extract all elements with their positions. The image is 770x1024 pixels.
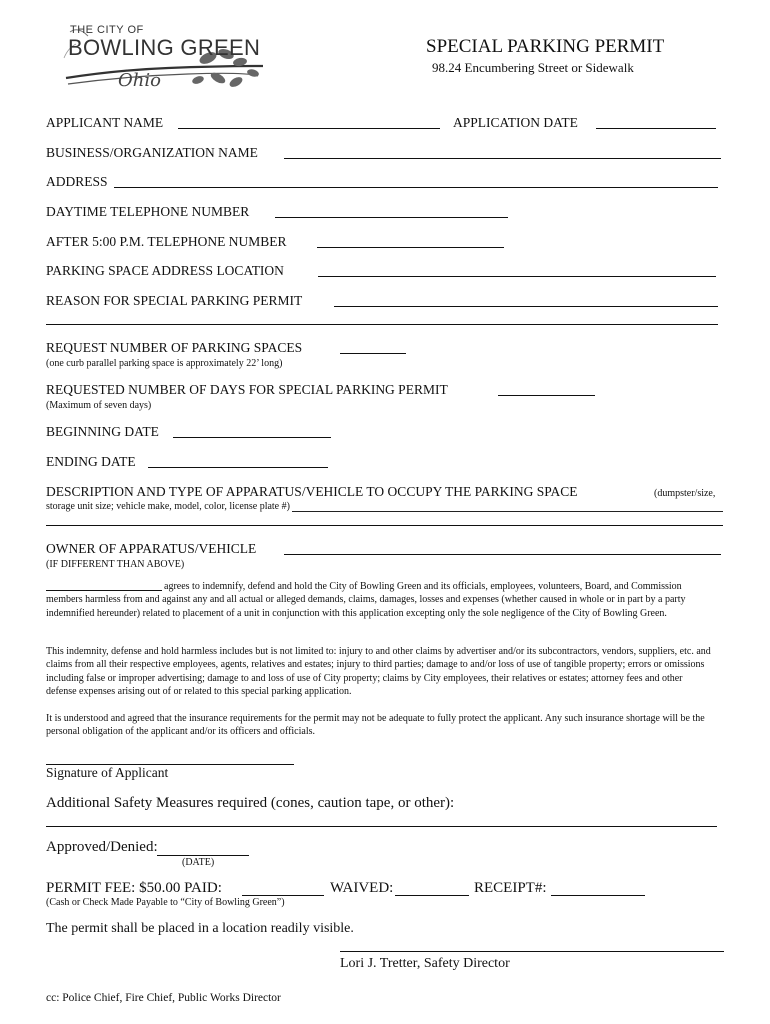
business-name-label: BUSINESS/ORGANIZATION NAME xyxy=(46,145,258,160)
after-phone-label: AFTER 5:00 P.M. TELEPHONE NUMBER xyxy=(46,234,287,249)
daytime-phone-field[interactable] xyxy=(275,217,508,218)
owner-field[interactable] xyxy=(284,554,721,555)
num-days-field[interactable] xyxy=(498,395,595,396)
description-note: storage unit size; vehicle make, model, color, license plate #) xyxy=(46,501,290,512)
beginning-date-label: BEGINNING DATE xyxy=(46,424,159,439)
receipt-field[interactable] xyxy=(551,895,645,896)
num-days-label: REQUESTED NUMBER OF DAYS FOR SPECIAL PARKING PERMIT xyxy=(46,382,448,397)
num-spaces-label: REQUEST NUMBER OF PARKING SPACES xyxy=(46,340,303,355)
after-phone-field[interactable] xyxy=(317,247,504,248)
application-date-label: APPLICATION DATE xyxy=(453,115,578,130)
ending-date-label: ENDING DATE xyxy=(46,454,136,469)
indemnity-scope-paragraph: This indemnity, defense and hold harmless includes but is not limited to: injury to and other claims by advertiser and/or its subcontractors, vendors, suppliers, etc. and claims from all their respective employees, agents, relatives and estates; injury to third parties; damage to and/or loss of use of tangible property; errors or omissions including false or improper advertising; damage to and loss of use of City property; claims by City employees, their relatives or estates; attorney fees and other defense expenses arising out of or related to this special parking application. xyxy=(46,646,711,698)
signature-label: Signature of Applicant xyxy=(46,765,169,780)
num-days-note: (Maximum of seven days) xyxy=(46,400,152,411)
owner-label: OWNER OF APPARATUS/VEHICLE xyxy=(46,541,257,556)
applicant-name-field[interactable] xyxy=(178,128,440,129)
permit-fee-label: PERMIT FEE: $50.00 PAID: xyxy=(46,880,222,896)
reason-field-continued[interactable] xyxy=(46,324,718,325)
parking-location-label: PARKING SPACE ADDRESS LOCATION xyxy=(46,263,284,278)
receipt-label: RECEIPT#: xyxy=(474,880,547,896)
safety-measures-label: Additional Safety Measures required (cones, caution tape, or other): xyxy=(46,795,455,811)
page-title: SPECIAL PARKING PERMIT xyxy=(426,36,665,57)
daytime-phone-label: DAYTIME TELEPHONE NUMBER xyxy=(46,204,250,219)
beginning-date-field[interactable] xyxy=(173,437,331,438)
owner-note: (IF DIFFERENT THAN ABOVE) xyxy=(46,559,185,570)
description-field[interactable] xyxy=(292,511,723,512)
num-spaces-field[interactable] xyxy=(340,353,406,354)
approved-denied-label: Approved/Denied: xyxy=(46,839,158,855)
description-small-note: (dumpster/size, xyxy=(654,488,716,499)
address-label: ADDRESS xyxy=(46,174,108,189)
description-label: DESCRIPTION AND TYPE OF APPARATUS/VEHICLE TO OCCUPY THE PARKING SPACE xyxy=(46,484,578,499)
num-spaces-note: (one curb parallel parking space is approximately 22’ long) xyxy=(46,358,283,369)
applicant-name-label: APPLICANT NAME xyxy=(46,115,164,130)
insurance-paragraph: It is understood and agreed that the insurance requirements for the permit may not be adequate to fully protect the applicant. Any such insurance shortage will be the personal obligation of the applicant and/or its officers and officials. xyxy=(46,713,705,738)
date-note: (DATE) xyxy=(182,857,215,868)
safety-measures-field[interactable] xyxy=(46,826,717,827)
reason-field[interactable] xyxy=(334,306,718,307)
approved-denied-field[interactable] xyxy=(157,855,249,856)
indemnity-paragraph xyxy=(46,580,714,620)
city-logo xyxy=(58,18,268,110)
payment-note: (Cash or Check Made Payable to “City of Bowling Green”) xyxy=(46,897,285,908)
ending-date-field[interactable] xyxy=(148,467,328,468)
description-field-continued[interactable] xyxy=(46,525,723,526)
business-name-field[interactable] xyxy=(284,158,721,159)
director-name: Lori J. Tretter, Safety Director xyxy=(340,956,510,971)
paid-field[interactable] xyxy=(242,895,324,896)
page-subtitle: 98.24 Encumbering Street or Sidewalk xyxy=(432,60,634,75)
indemnity-text: agrees to indemnify, defend and hold the City of Bowling Green and its officials, employees, volunteers, Board, and Commission members harmless from and against any and all actual or alleged demands, claims, damages, losses and expenses (whether caused in whole or in part by a party indemnified hereunder) related to placement of a unit in conjunction with this application excepting only the sole negligence of the City of Bowling Green. xyxy=(46,581,686,619)
address-field[interactable] xyxy=(114,187,718,188)
reason-label: REASON FOR SPECIAL PARKING PERMIT xyxy=(46,293,303,308)
placement-notice: The permit shall be placed in a location readily visible. xyxy=(46,921,354,936)
director-signature-field[interactable] xyxy=(340,951,724,952)
waived-field[interactable] xyxy=(395,895,469,896)
application-date-field[interactable] xyxy=(596,128,716,129)
parking-location-field[interactable] xyxy=(318,276,716,277)
logo-line3: Ohio xyxy=(118,70,161,91)
logo-line2: BOWLING GREEN xyxy=(68,35,261,60)
logo-line1: THE CITY OF xyxy=(70,24,144,36)
waived-label: WAIVED: xyxy=(330,880,394,896)
cc-list: cc: Police Chief, Fire Chief, Public Works Director xyxy=(46,992,281,1004)
